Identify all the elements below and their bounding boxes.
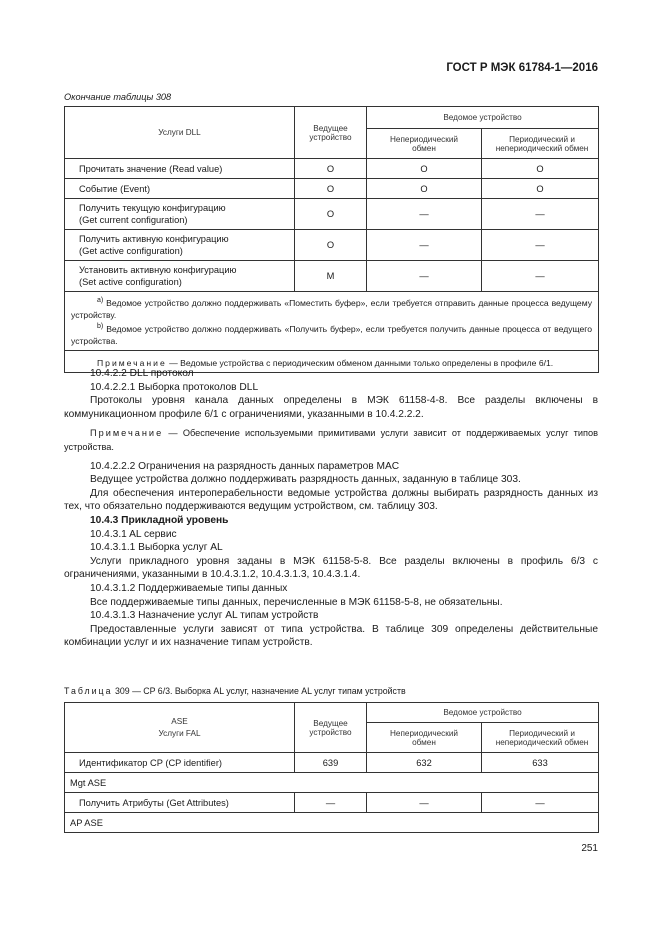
- section-heading: 10.4.2.2.2 Ограничения на разрядность данных параметров MAC: [90, 460, 400, 472]
- paragraph: Ведущее устройства должно поддерживать разрядность данных, заданную в таблице 303.: [90, 474, 521, 486]
- paragraph: Протоколы уровня канала данных определены в МЭК 61158-4-8. Все разделы включены в коммуникационном профиле 6/1 с ограничениями, указанными в 10.4.2.2.2.: [64, 395, 598, 420]
- periodic-value: —: [482, 261, 599, 292]
- table-row: [65, 793, 599, 813]
- nonperiodic-value: —: [367, 793, 482, 813]
- table-row: [65, 159, 599, 179]
- service-name: Идентификатор CP (CP identifier): [65, 753, 295, 773]
- table-309: [64, 702, 599, 833]
- service-name: Получить активную конфигурацию (Get active configuration): [65, 230, 295, 261]
- column-header-slave: Ведомое устройство: [367, 703, 599, 723]
- note-paragraph: Примечание — Обеспечение используемыми примитивами услуги зависит от поддерживаемых услуг типов устройства.: [64, 428, 598, 452]
- service-name: Прочитать значение (Read value): [65, 159, 295, 179]
- section-ap-ase: AP ASE: [65, 813, 599, 833]
- periodic-value: O: [482, 159, 599, 179]
- nonperiodic-value: —: [367, 261, 482, 292]
- nonperiodic-value: —: [367, 199, 482, 230]
- table-308: [64, 106, 599, 373]
- table-row: [65, 753, 599, 773]
- footnote-b: $^{b)}$ Ведомое устройство должно поддерживать «Получить буфер», если требуется получить данные процесса от ведущего устройства.: [71, 322, 593, 346]
- paragraph: Услуги прикладного уровня заданы в МЭК 61158-5-8. Все разделы включены в профиль 6/3 с ограничениями, указанными в 10.4.3.1.2, 10.4.3.1.3, 10.4.3.1.4.: [64, 555, 598, 581]
- column-header-ase: ASE Услуги FAL: [65, 703, 295, 753]
- master-value: O: [295, 199, 367, 230]
- column-header-nonperiodic: Непериодический обмен: [367, 723, 482, 753]
- table-308-caption: Окончание таблицы 308: [64, 92, 172, 102]
- paragraph: Предоставленные услуги зависят от типа устройства. В таблице 309 определены действительные комбинации услуг и их назначение типам устройств.: [64, 623, 598, 649]
- nonperiodic-value: O: [367, 159, 482, 179]
- periodic-value: —: [482, 199, 599, 230]
- section-heading: 10.4.3.1.3 Назначение услуг AL типам устройств: [90, 610, 319, 622]
- footnote-a: $^{a)}$ Ведомое устройство должно поддерживать «Поместить буфер», если требуется отправить данные процесса ведущему устройству.: [71, 297, 593, 320]
- nonperiodic-value: O: [367, 179, 482, 199]
- footnotes-row: [65, 292, 599, 351]
- table-row: [65, 179, 599, 199]
- table-row: [65, 230, 599, 261]
- section-heading: 10.4.3 Прикладной уровень: [90, 514, 229, 526]
- master-value: 639: [295, 753, 367, 773]
- paragraph: Для обеспечения интероперабельности ведомые устройства должны выбирать разрядность данных из тех, что обязательно поддерживаются ведущим устройством, см. таблицу 303.: [64, 487, 598, 513]
- footnotes: [65, 292, 599, 351]
- table-note: Примечание — Ведомые устройства с периодическим обменом данными только определены в профиле 6/1.: [65, 350, 599, 372]
- nonperiodic-value: 632: [367, 753, 482, 773]
- page-number: 251: [581, 843, 598, 854]
- section-heading: 10.4.2.2 DLL протокол: [90, 368, 194, 379]
- column-header-nonperiodic: Непериодический обмен: [367, 129, 482, 159]
- master-value: M: [295, 261, 367, 292]
- master-value: O: [295, 230, 367, 261]
- master-value: O: [295, 179, 367, 199]
- column-header-service: Услуги DLL: [65, 107, 295, 159]
- periodic-value: O: [482, 179, 599, 199]
- periodic-value: —: [482, 793, 599, 813]
- column-header-slave: Ведомое устройство: [367, 107, 599, 129]
- periodic-value: 633: [482, 753, 599, 773]
- service-name: Событие (Event): [65, 179, 295, 199]
- table-row: [65, 261, 599, 292]
- section-heading: 10.4.3.1.2 Поддерживаемые типы данных: [90, 582, 288, 594]
- table-header-row: [65, 107, 599, 129]
- section-heading: 10.4.2.2.1 Выборка протоколов DLL: [90, 381, 259, 393]
- table-309-caption: Таблица 309 — CP 6/3. Выборка AL услуг, назначение AL услуг типам устройств: [64, 686, 406, 696]
- document-id: ГОСТ Р МЭК 61784-1—2016: [446, 62, 598, 74]
- body-text: [64, 367, 598, 650]
- service-name: Установить активную конфигурацию (Set active configuration): [65, 261, 295, 292]
- table-header-row: [65, 703, 599, 723]
- column-header-master: Ведущее устройство: [295, 107, 367, 159]
- periodic-value: —: [482, 230, 599, 261]
- master-value: O: [295, 159, 367, 179]
- table-section-row: [65, 813, 599, 833]
- service-name: Получить текущую конфигурацию (Get current configuration): [65, 199, 295, 230]
- section-heading: 10.4.3.1.1 Выборка услуг AL: [90, 542, 223, 554]
- master-value: —: [295, 793, 367, 813]
- paragraph: Все поддерживаемые типы данных, перечисленные в МЭК 61158-5-8, не обязательны.: [90, 596, 503, 608]
- service-name: Получить Атрибуты (Get Attributes): [65, 793, 295, 813]
- section-heading: 10.4.3.1 AL сервис: [90, 528, 177, 540]
- table-row: [65, 199, 599, 230]
- table-section-row: [65, 773, 599, 793]
- section-mgt-ase: Mgt ASE: [65, 773, 599, 793]
- column-header-master: Ведущее устройство: [295, 703, 367, 753]
- column-header-periodic: Периодический и непериодический обмен: [482, 723, 599, 753]
- column-header-periodic: Периодический и непериодический обмен: [482, 129, 599, 159]
- nonperiodic-value: —: [367, 230, 482, 261]
